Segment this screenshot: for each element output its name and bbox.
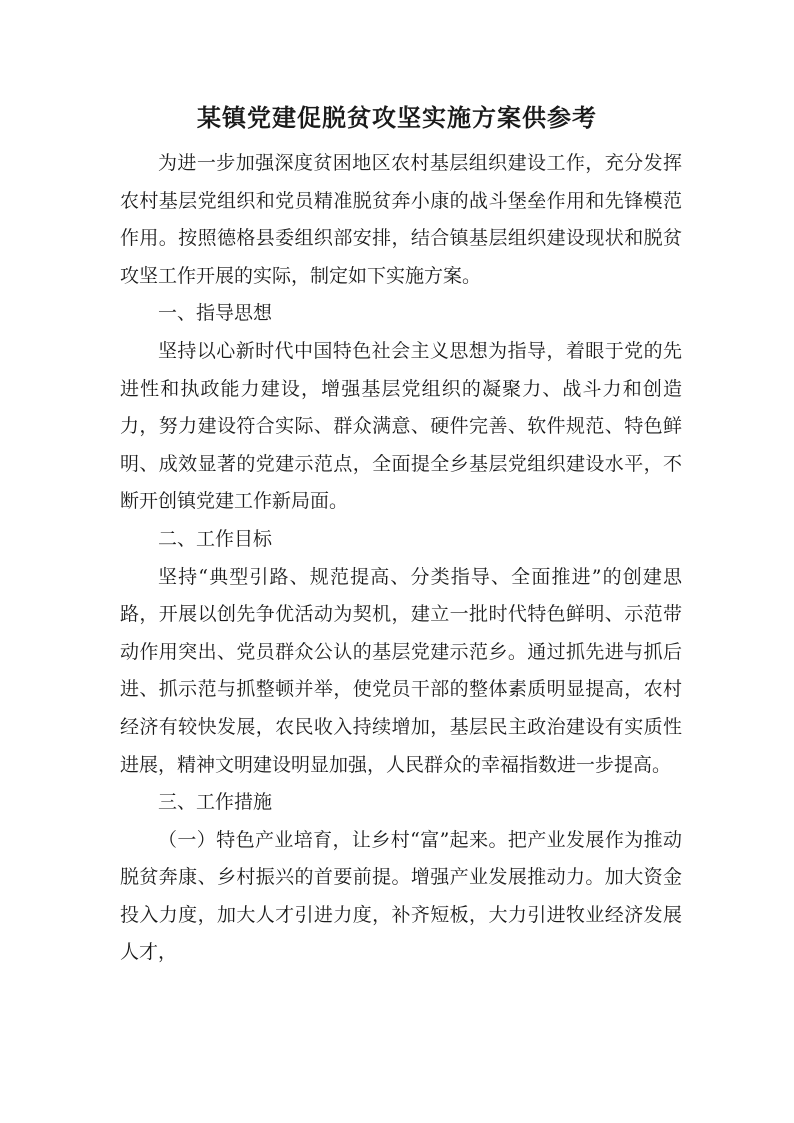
intro-paragraph: 为进一步加强深度贫困地区农村基层组织建设工作，充分发挥农村基层党组织和党员精准脱贫奔小康的战斗堡垒作用和先锋模范作用。按照德格县委组织部安排，结合镇基层组织建设现状和脱贫攻坚工作开展的实际，制定如下实施方案。 xyxy=(120,152,682,287)
document-title: 某镇党建促脱贫攻坚实施方案供参考 xyxy=(197,103,597,132)
document-body xyxy=(120,145,682,972)
section-heading-guiding-ideology: 一、指导思想 xyxy=(158,302,273,325)
work-goals-paragraph: 坚持“典型引路、规范提高、分类指导、全面推进”的创建思路，开展以创先争优活动为契机，建立一批时代特色鲜明、示范带动作用突出、党员群众公认的基层党建示范乡。通过抓先进与抓后进、抓示范与抓整顿并举，使党员干部的整体素质明显提高，农村经济有较快发展，农民收入持续增加，基层民主政治建设有实质性进展，精神文明建设明显加强，人民群众的幸福指数进一步提高。 xyxy=(120,565,682,776)
work-measures-paragraph: （一）特色产业培育，让乡村“富”起来。把产业发展作为推动脱贫奔康、乡村振兴的首要前提。增强产业发展推动力。加大资金投入力度，加大人才引进力度，补齐短板，大力引进牧业经济发展人才， xyxy=(120,828,682,964)
section-heading-work-measures: 三、工作措施 xyxy=(158,791,273,814)
section-heading-work-goals: 二、工作目标 xyxy=(158,527,273,550)
guiding-ideology-paragraph: 坚持以心新时代中国特色社会主义思想为指导，着眼于党的先进性和执政能力建设，增强基层党组织的凝聚力、战斗力和创造力，努力建设符合实际、群众满意、硬件完善、软件规范、特色鲜明、成效显著的党建示范点，全面提全乡基层党组织建设水平，不断开创镇党建工作新局面。 xyxy=(120,339,682,513)
